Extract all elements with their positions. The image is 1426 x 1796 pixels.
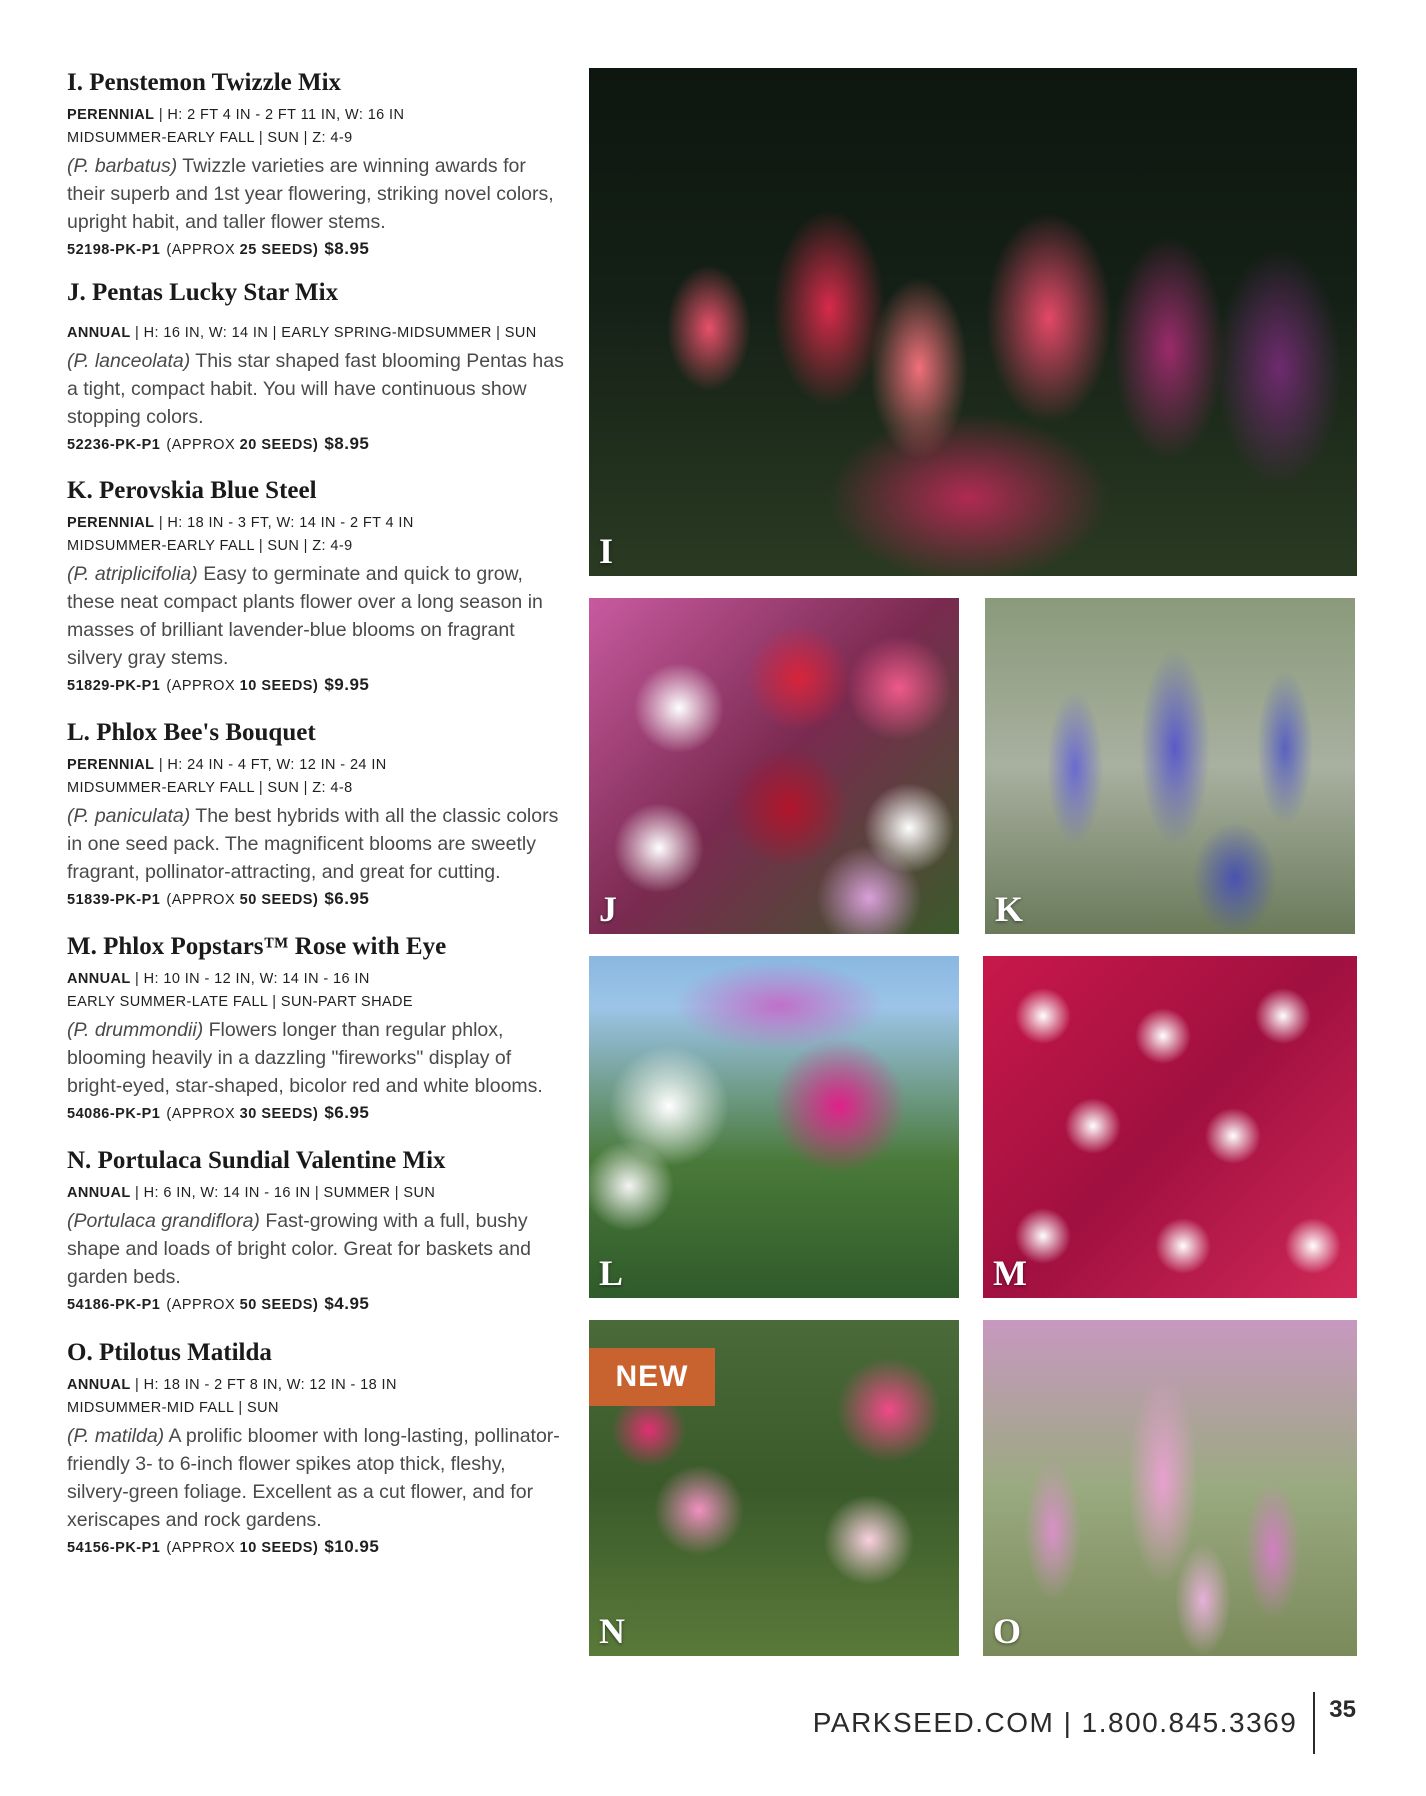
- latin-name: (P. lanceolata): [67, 350, 191, 372]
- product-letter: I.: [67, 69, 83, 96]
- product-meta: [67, 1182, 567, 1205]
- product-letter: M.: [67, 933, 97, 960]
- product-o: [67, 1336, 567, 1560]
- seed-count: [166, 242, 318, 258]
- latin-name: (P. drummondii): [67, 1019, 204, 1041]
- photo-label: N: [599, 1611, 625, 1651]
- product-meta-line1: | H: 6 IN, W: 14 IN - 16 IN | SUMMER | SUN: [130, 1185, 436, 1201]
- product-title: [67, 276, 567, 310]
- latin-name: (P. barbatus): [67, 155, 178, 177]
- product-letter: O.: [67, 1339, 93, 1366]
- product-title: [67, 66, 567, 100]
- product-meta-line2: MIDSUMMER-MID FALL | SUN: [67, 1400, 279, 1416]
- approx-label: (APPROX: [166, 437, 236, 453]
- seed-count: [166, 678, 318, 694]
- product-letter: N.: [67, 1147, 92, 1174]
- product-type: PERENNIAL: [67, 757, 155, 773]
- sku-code: 54156-PK-P1: [67, 1540, 161, 1556]
- product-title: [67, 930, 567, 964]
- product-sku-line: [67, 1101, 567, 1126]
- seed-quantity: 10 SEEDS): [239, 1540, 319, 1556]
- product-title: [67, 474, 567, 508]
- price: $8.95: [324, 434, 370, 453]
- photo-ptilotus: [983, 1320, 1357, 1656]
- price: $6.95: [324, 1103, 370, 1122]
- product-name: Penstemon Twizzle Mix: [89, 69, 342, 96]
- product-meta-line1: | H: 18 IN - 3 FT, W: 14 IN - 2 FT 4 IN: [154, 515, 414, 531]
- price: $6.95: [324, 889, 370, 908]
- description-text: Twizzle varieties are winning awards for their superb and 1st year flowering, striking novel colors, upright habit, and taller flower stems.: [67, 155, 554, 233]
- photo-label: M: [993, 1253, 1027, 1293]
- approx-label: (APPROX: [166, 1297, 236, 1313]
- product-meta: [67, 754, 567, 777]
- product-name: Portulaca Sundial Valentine Mix: [97, 1147, 446, 1174]
- seed-count: [166, 892, 318, 908]
- photo-phlox-bees-bouquet: [589, 956, 959, 1298]
- product-description: [67, 560, 567, 672]
- photo-penstemon: [589, 68, 1357, 576]
- photo-label: I: [599, 531, 614, 571]
- product-meta: [67, 1374, 567, 1397]
- product-description: [67, 802, 567, 886]
- product-j: [67, 276, 567, 468]
- product-sku-line: [67, 887, 567, 912]
- product-title: [67, 1336, 567, 1370]
- product-type: ANNUAL: [67, 1377, 131, 1393]
- product-sku-line: [67, 1535, 567, 1560]
- product-description: [67, 347, 567, 431]
- sku-code: 54086-PK-P1: [67, 1106, 161, 1122]
- seed-count: [166, 1540, 318, 1556]
- price: $9.95: [324, 675, 370, 694]
- page-number: 35: [1329, 1696, 1356, 1723]
- product-name: Perovskia Blue Steel: [98, 477, 317, 504]
- description-text: Fast-growing with a full, bushy shape and loads of bright color. Great for baskets and garden beds.: [67, 1210, 531, 1288]
- product-description: [67, 1207, 567, 1291]
- product-meta-line2: MIDSUMMER-EARLY FALL | SUN | Z: 4-9: [67, 130, 353, 146]
- seed-quantity: 10 SEEDS): [239, 678, 319, 694]
- photo-perovskia: [985, 598, 1355, 934]
- product-description: [67, 152, 567, 236]
- approx-label: (APPROX: [166, 242, 236, 258]
- seed-count: [166, 1297, 318, 1313]
- latin-name: (Portulaca grandiflora): [67, 1210, 260, 1232]
- product-meta-line2: MIDSUMMER-EARLY FALL | SUN | Z: 4-9: [67, 538, 353, 554]
- seed-quantity: 25 SEEDS): [239, 242, 319, 258]
- product-letter: J.: [67, 279, 86, 306]
- product-type: ANNUAL: [67, 1185, 131, 1201]
- product-k: [67, 474, 567, 710]
- product-meta: [67, 968, 567, 991]
- product-meta-line1: | H: 2 FT 4 IN - 2 FT 11 IN, W: 16 IN: [154, 107, 405, 123]
- description-text: Flowers longer than regular phlox, blooming heavily in a dazzling "fireworks" display of bright-eyed, star-shaped, bicolor red and white blooms.: [67, 1019, 543, 1097]
- product-name: Phlox Popstars™ Rose with Eye: [103, 933, 447, 960]
- sku-code: 52198-PK-P1: [67, 242, 161, 258]
- sku-code: 54186-PK-P1: [67, 1297, 161, 1313]
- product-m: [67, 930, 567, 1138]
- product-n: [67, 1144, 567, 1330]
- product-l: [67, 716, 567, 924]
- product-name: Phlox Bee's Bouquet: [96, 719, 316, 746]
- product-meta-line1: | H: 10 IN - 12 IN, W: 14 IN - 16 IN: [130, 971, 370, 987]
- sku-code: 52236-PK-P1: [67, 437, 161, 453]
- product-meta-line1: | H: 18 IN - 2 FT 8 IN, W: 12 IN - 18 IN: [130, 1377, 397, 1393]
- description-text: A prolific bloomer with long-lasting, pollinator-friendly 3- to 6-inch flower spikes atop thick, fleshy, silvery-green foliage. Excellent as a cut flower, and for xeriscapes and rock gardens.: [67, 1425, 560, 1531]
- product-sku-line: [67, 1292, 567, 1317]
- product-type: ANNUAL: [67, 325, 131, 341]
- latin-name: (P. matilda): [67, 1425, 165, 1447]
- product-name: Ptilotus Matilda: [98, 1339, 272, 1366]
- product-meta-line1: | H: 24 IN - 4 FT, W: 12 IN - 24 IN: [154, 757, 387, 773]
- approx-label: (APPROX: [166, 1106, 236, 1122]
- photo-label: J: [599, 889, 617, 929]
- description-text: Easy to germinate and quick to grow, these neat compact plants flower over a long season in masses of brilliant lavender-blue blooms on fragrant silvery gray stems.: [67, 563, 543, 669]
- photo-phlox-popstars: [983, 956, 1357, 1298]
- product-name: Pentas Lucky Star Mix: [92, 279, 339, 306]
- sku-code: 51829-PK-P1: [67, 678, 161, 694]
- seed-quantity: 30 SEEDS): [239, 1106, 319, 1122]
- product-list: [67, 66, 567, 1560]
- product-meta: [67, 104, 567, 127]
- seed-count: [166, 1106, 318, 1122]
- sku-code: 51839-PK-P1: [67, 892, 161, 908]
- product-type: PERENNIAL: [67, 515, 155, 531]
- product-title: [67, 1144, 567, 1178]
- page-footer: [813, 1692, 1356, 1754]
- product-meta: [67, 322, 567, 345]
- seed-quantity: 50 SEEDS): [239, 892, 319, 908]
- product-type: PERENNIAL: [67, 107, 155, 123]
- product-sku-line: [67, 237, 567, 262]
- photo-pentas: [589, 598, 959, 934]
- price: $8.95: [324, 239, 370, 258]
- product-sku-line: [67, 673, 567, 698]
- photo-portulaca: [589, 1320, 959, 1656]
- product-description: [67, 1016, 567, 1100]
- new-badge: NEW: [589, 1348, 715, 1406]
- footer-contact: PARKSEED.COM | 1.800.845.3369: [812, 1707, 1298, 1738]
- product-letter: K.: [67, 477, 93, 504]
- product-meta-line2: MIDSUMMER-EARLY FALL | SUN | Z: 4-8: [67, 780, 353, 796]
- seed-quantity: 20 SEEDS): [239, 437, 319, 453]
- latin-name: (P. paniculata): [67, 805, 191, 827]
- seed-quantity: 50 SEEDS): [239, 1297, 319, 1313]
- product-title: [67, 716, 567, 750]
- price: $4.95: [324, 1294, 370, 1313]
- approx-label: (APPROX: [166, 1540, 236, 1556]
- product-meta: [67, 512, 567, 535]
- price: $10.95: [324, 1537, 380, 1556]
- product-description: [67, 1422, 567, 1534]
- description-text: The best hybrids with all the classic colors in one seed pack. The magnificent blooms are sweetly fragrant, pollinator-attracting, and great for cutting.: [67, 805, 559, 883]
- product-i: [67, 66, 567, 272]
- latin-name: (P. atriplicifolia): [67, 563, 198, 585]
- photo-label: K: [995, 889, 1024, 929]
- product-meta-line1: | H: 16 IN, W: 14 IN | EARLY SPRING-MIDSUMMER | SUN: [130, 325, 537, 341]
- photo-label: O: [993, 1611, 1022, 1651]
- description-text: This star shaped fast blooming Pentas has a tight, compact habit. You will have continuous show stopping colors.: [67, 350, 564, 428]
- product-meta-line2: EARLY SUMMER-LATE FALL | SUN-PART SHADE: [67, 994, 413, 1010]
- approx-label: (APPROX: [166, 892, 236, 908]
- photo-label: L: [599, 1253, 624, 1293]
- product-sku-line: [67, 432, 567, 457]
- seed-count: [166, 437, 318, 453]
- approx-label: (APPROX: [166, 678, 236, 694]
- product-letter: L.: [67, 719, 90, 746]
- product-type: ANNUAL: [67, 971, 131, 987]
